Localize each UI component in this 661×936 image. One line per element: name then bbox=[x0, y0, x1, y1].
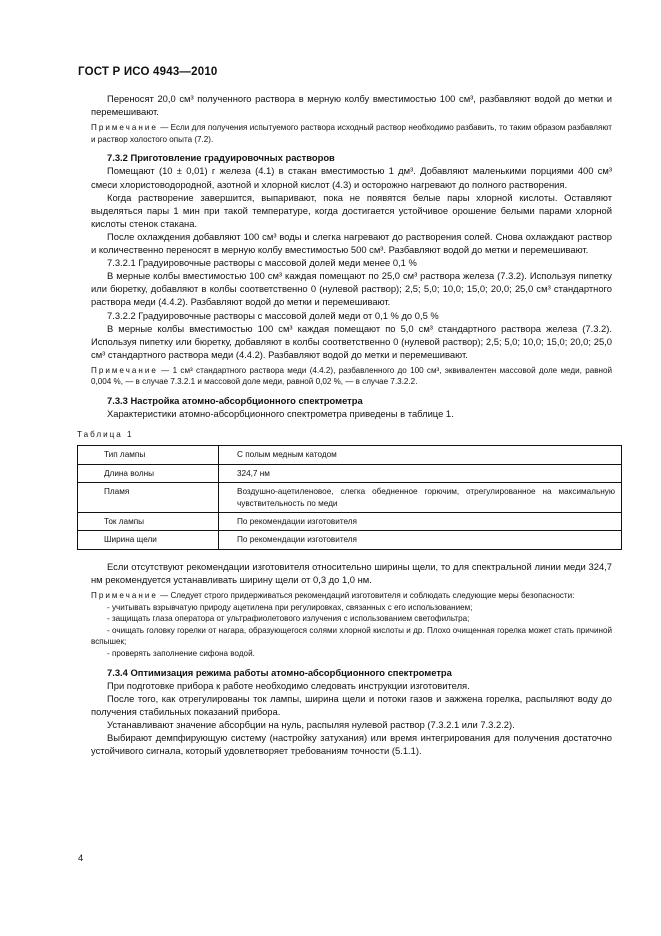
table-cell-key: Длина волны bbox=[78, 464, 219, 482]
note bbox=[91, 365, 612, 388]
table-row bbox=[78, 531, 622, 549]
spacer bbox=[91, 550, 612, 560]
list-item: - очищать головку горелки от нагара, образующегося солями хлорной кислоты и др. Плохо очищенная горелка может стать причиной вспышек; bbox=[91, 625, 612, 647]
table-cell-key: Ток лампы bbox=[78, 512, 219, 530]
note-label: Примечание bbox=[91, 590, 158, 600]
note-text: — Следует строго придерживаться рекомендаций изготовителя и соблюдать следующие меры безопасности: bbox=[157, 590, 575, 600]
subsection-heading-7-3-2-2: 7.3.2.2 Градуировочные растворы с массовой долей меди от 0,1 % до 0,5 % bbox=[107, 309, 439, 321]
list-item: - проверять заполнение сифона водой. bbox=[107, 648, 255, 658]
paragraph: Помещают (10 ± 0,01) г железа (4.1) в стакан вместимостью 1 дм³. Добавляют маленькими порциями 400 см³ смеси хлористоводородной, азотной и хлорной кислот (4.3) и осторожно нагревают до полного растворения. bbox=[91, 165, 612, 190]
table-cell-value: Воздушно-ацетиленовое, слегка обедненное горючим, отрегулированное на максимальную чувствительность по меди bbox=[219, 483, 622, 513]
paragraph: В мерные колбы вместимостью 100 см³ каждая помещают по 25,0 см³ раствора железа (7.3.2). Используя пипетку или бюретку, добавляют в колбы соответственно 0 (нулевой раствор); 2,5; 5,0; 10,0; 15,0; 20,0; 25,0 см³ стандартного раствора меди (4.4.2). Разбавляют водой до метки и перемешивают. bbox=[91, 270, 612, 308]
table-cell-value: 324,7 нм bbox=[219, 464, 622, 482]
paragraph: Устанавливают значение абсорбции на нуль, распыляя нулевой раствор (7.3.2.1 или 7.3.2.2). bbox=[107, 718, 515, 730]
paragraph: Переносят 20,0 см³ полученного раствора в мерную колбу вместимостью 100 см³, разбавляют водой до метки и перемешивают. bbox=[91, 93, 612, 118]
note bbox=[91, 122, 612, 145]
table-cell-value: С полым медным катодом bbox=[219, 446, 622, 464]
subsection-heading-7-3-2-1: 7.3.2.1 Градуировочные растворы с массовой долей меди менее 0,1 % bbox=[107, 257, 417, 269]
note bbox=[91, 590, 612, 602]
section-heading-7-3-2: 7.3.2 Приготовление градуировочных растворов bbox=[107, 152, 335, 164]
note-text: — Если для получения испытуемого раствора исходный раствор необходимо разбавить, то таким образом разбавляют и раствор холостого опыта (7.2). bbox=[91, 123, 612, 144]
paragraph: Если отсутствуют рекомендации изготовителя относительно ширины щели, то для спектральной линии меди 324,7 нм рекомендуется устанавливать ширину щели от 0,3 до 1,0 нм. bbox=[91, 560, 612, 585]
table-cell-value: По рекомендации изготовителя bbox=[219, 531, 622, 549]
paragraph: После того, как отрегулированы ток лампы, ширина щели и потоки газов и зажжена горелка, распыляют воду до получения стабильных показаний прибора. bbox=[91, 692, 612, 717]
table-row bbox=[78, 512, 622, 530]
spectrometer-table bbox=[77, 445, 622, 549]
table-row bbox=[78, 464, 622, 482]
document-body bbox=[77, 92, 615, 757]
table-cell-key: Тип лампы bbox=[78, 446, 219, 464]
table-row bbox=[78, 483, 622, 513]
section-heading-7-3-4: 7.3.4 Оптимизация режима работы атомно-абсорбционного спектрометра bbox=[107, 666, 452, 678]
paragraph: Выбирают демпфирующую систему (настройку затухания) или время интегрирования для получения достаточно устойчивого сигнала, который удовлетворяет требованиям точности (5.1.1). bbox=[91, 732, 612, 757]
table-cell-key: Пламя bbox=[78, 483, 219, 513]
list-item: - защищать глаза оператора от ультрафиолетового излучения с использованием светофильтра; bbox=[107, 614, 470, 624]
document-header: ГОСТ Р ИСО 4943—2010 bbox=[78, 66, 218, 78]
note-label: Примечание bbox=[91, 365, 158, 375]
note-label: Примечание bbox=[91, 123, 158, 133]
paragraph: В мерные колбы вместимостью 100 см³ каждая помещают по 5,0 см³ стандартного раствора железа (7.3.2). Используя пипетку или бюретку, добавляют в колбы соответственно 0 (нулевой раствор); 2,5; 5,0; 10,0; 15,0; 20,0; 25,0 см³ стандартного раствора меди (4.4.2). Разбавляют водой до метки и перемешивают. bbox=[91, 322, 612, 360]
paragraph: После охлаждения добавляют 100 см³ воды и слегка нагревают до растворения солей. Снова охлаждают раствор и количественно переносят в мерную колбу вместимостью 500 см³. Разбавляют водой до метки и перемешивают. bbox=[91, 230, 612, 256]
table-cell-value: По рекомендации изготовителя bbox=[219, 512, 622, 530]
table-caption: Таблица 1 bbox=[77, 430, 134, 440]
list-item: - учитывать взрывчатую природу ацетилена при регулировках, связанных с его использованием; bbox=[107, 602, 473, 612]
note-text: — 1 см³ стандартного раствора меди (4.4.2), разбавленного до 100 см³, эквивалентен массовой доле меди, равной 0,004 %, — в случае 7.3.2.1 и массовой доле меди, равной 0,02 %, — в случае 7.3.2.2. bbox=[91, 365, 612, 387]
table-row bbox=[78, 446, 622, 464]
page-number: 4 bbox=[78, 852, 84, 863]
table-cell-key: Ширина щели bbox=[78, 531, 219, 549]
paragraph: При подготовке прибора к работе необходимо следовать инструкции изготовителя. bbox=[107, 679, 470, 691]
paragraph: Характеристики атомно-абсорбционного спектрометра приведены в таблице 1. bbox=[107, 408, 454, 420]
paragraph: Когда растворение завершится, выпаривают, пока не появятся белые пары хлорной кислоты. Оставляют выделяться пары 1 мин при такой температуре, когда достигается устойчивое орошение белыми парами хлорной кислоты стенок стакана. bbox=[91, 191, 612, 229]
section-heading-7-3-3: 7.3.3 Настройка атомно-абсорбционного спектрометра bbox=[107, 395, 363, 407]
